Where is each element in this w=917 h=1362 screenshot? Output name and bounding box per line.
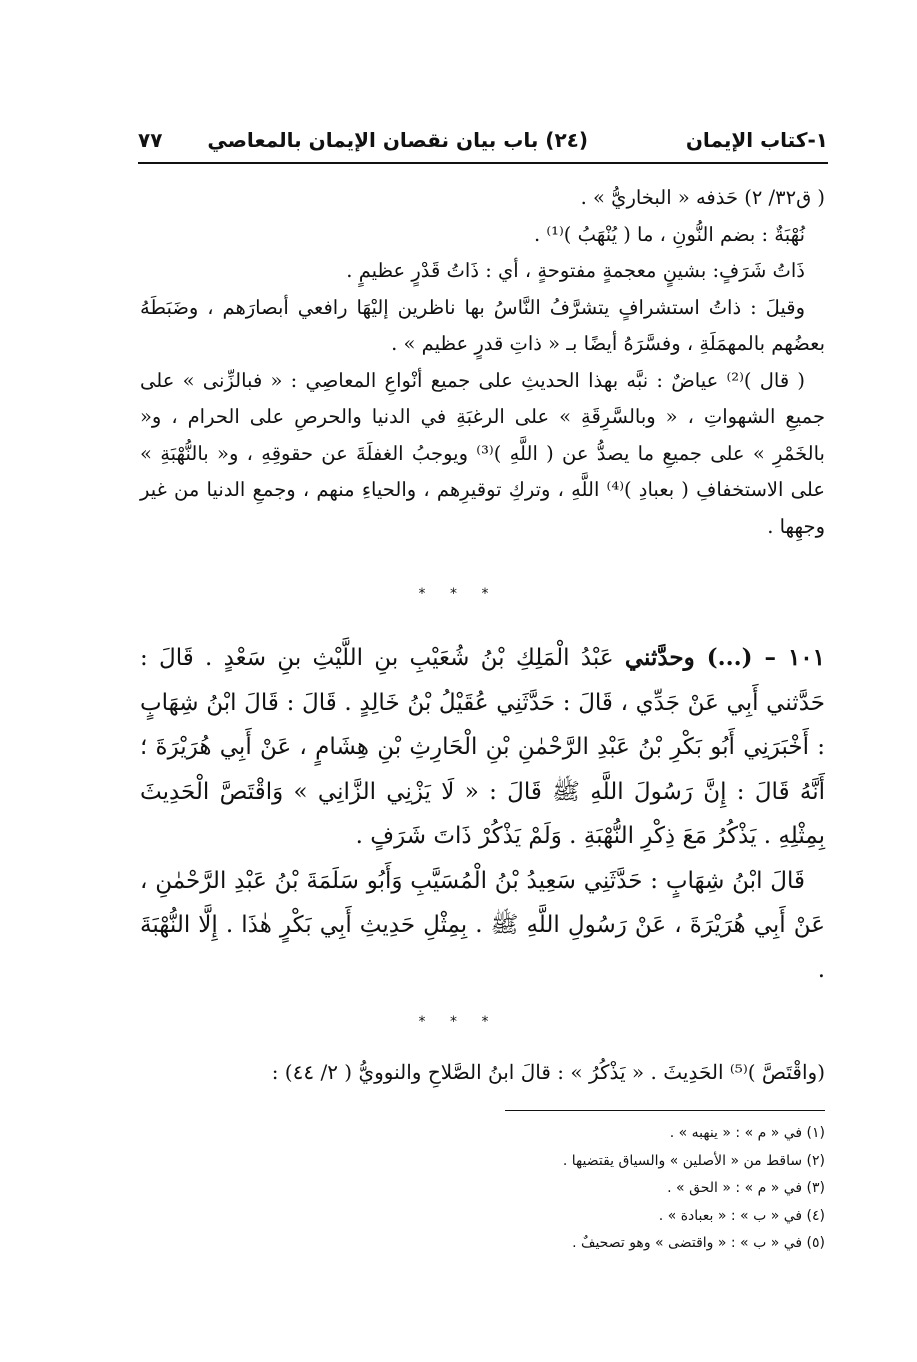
page-number: ٧٧ [138, 128, 163, 152]
commentary-line: ( ق٣٢/ ٢) حَذفه « البخاريُّ » . [580, 186, 825, 209]
footnotes [300, 1120, 825, 1258]
commentary-paragraph: ( قال )⁽²⁾ عياضٌ : نبَّه بهذا الحديثِ على جميع أنْواعِ المعاصِي : « فبالزِّنى » على جميعِ الشهواتِ ، « وبالسَّرِقَةِ » على الرغبَةِ في الدنيا والحرصِ على الحرام ، و« بالخَمْرِ » على جميعِ ما يصدُّ عن ( اللَّهِ )⁽³⁾ ويوجبُ الغفلَةَ عن حقوقِهِ ، و« بالنُّهْبَةِ » على الاستخفافِ ( بعبادِ )⁽⁴⁾ اللَّهِ ، وتركِ توقيرِهم ، والحياءِ منهم ، وجمعِ الدنيا من غير وجهِها . [140, 368, 825, 538]
commentary-line: ذَاتُ شَرَفٍ: بشينٍ معجمةٍ مفتوحةٍ ، أي : ذَاتُ قَدْرٍ عظيمٍ . [346, 259, 805, 282]
commentary-line: نُهْبَةٌ : بضم النُّونِ ، ما ( يُنْهَبُ )⁽¹⁾ . [533, 222, 805, 246]
hadith-body: عَبْدُ الْمَلِكِ بْنُ شُعَيْبِ بنِ اللَّيْثِ بنِ سَعْدٍ . قَالَ : حَدَّثني أَبِي عَنْ جَدِّي ، قَالَ : حَدَّثَنِي عُقَيْلُ بْنُ خَالِدٍ . قَالَ : قَالَ ابْنُ شِهَابٍ : أَخْبَرَنِي أَبُو بَكْرِ بْنُ عَبْدِ الرَّحْمٰنِ بْنِ الْحَارِثِ بْنِ هِشَامٍ ، عَنْ أَبِي هُرَيْرَةَ ؛ أَنَّهُ قَالَ : إِنَّ رَسُولَ اللَّهِ ﷺ قَالَ : « لَا يَزْنِي الزَّانِي » وَاقْتَصَّ الْحَدِيثَ بِمِثْلِهِ . يَذْكُرُ مَعَ ذِكْرِ النُّهْبَةِ . وَلَمْ يَذْكُرْ ذَاتَ شَرَفٍ . [140, 645, 825, 849]
commentary-closing: (واقْتَصَّ )⁽⁵⁾ الحَدِيثَ . « يَذْكُرُ » : قالَ ابنُ الصَّلاحِ والنوويُّ ( ٢/ ٤٤) : [271, 1060, 825, 1084]
running-header [138, 122, 828, 164]
hadith-text-continued: قَالَ ابْنُ شِهَابٍ : حَدَّثَنِي سَعِيدُ بْنُ الْمُسَيَّبِ وَأَبُو سَلَمَةَ بْنُ عَبْدِ الرَّحْمٰنِ ، عَنْ أَبِي هُرَيْرَةَ ، عَنْ رَسُولِ اللَّهِ ﷺ . بِمِثْلِ حَدِيثِ أَبِي بَكْرٍ هٰذَا . إِلَّا النُّهْبَةَ . [140, 867, 825, 983]
footnote-divider [505, 1110, 825, 1111]
section-separator: * * * [418, 1014, 499, 1030]
footnote: (٣) في « م » : « الحق » . [667, 1180, 825, 1196]
header-chapter-title: (٢٤) باب بيان نقصان الإيمان بالمعاصي [207, 128, 588, 152]
hadith-block [140, 636, 825, 992]
hadith-number: ١٠١ – (...) وحدَّثني [624, 644, 825, 671]
footnote: (٥) في « ب » : « واقتضى » وهو تصحيفٌ . [572, 1235, 825, 1251]
commentary-paragraph: وقيلَ : ذاتُ استشرافٍ يتشرَّفُ النَّاسُ بها ناظرين إليْهَا رافعي أبصارَهم ، وضَبَطَهُ بعضُهم بالمهمَلَةِ ، وفسَّرَهُ أيضًا بـ « ذاتِ قدرٍ عظيم » . [140, 295, 825, 355]
hadith-text [140, 636, 825, 859]
section-separator: * * * [418, 586, 499, 602]
commentary-block [140, 180, 825, 545]
footnote: (٢) ساقط من « الأصلين » والسياق يقتضيها . [562, 1152, 825, 1169]
footnote: (٤) في « ب » : « بعبادة » . [658, 1207, 825, 1224]
footnote: (١) في « م » : « ينهبه » . [669, 1125, 825, 1141]
header-book-title: ١-كتاب الإيمان [685, 128, 828, 152]
